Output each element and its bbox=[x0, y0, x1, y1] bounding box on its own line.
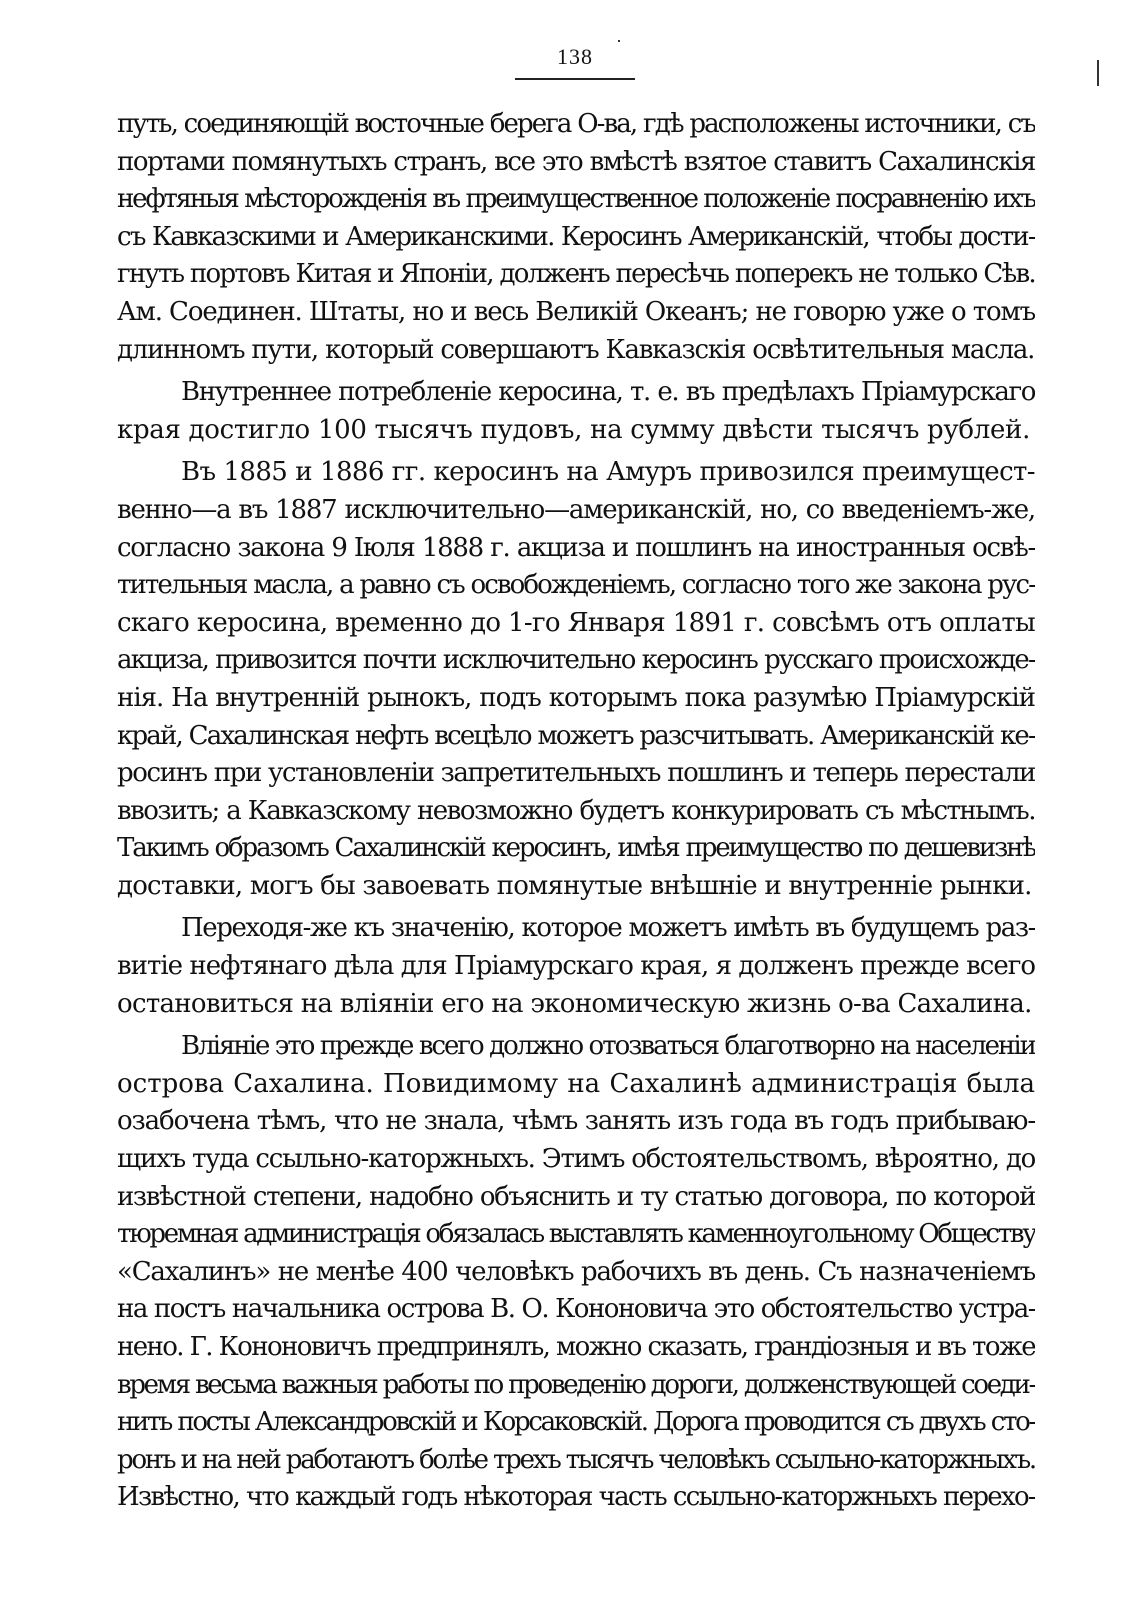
text-line: извѣстной степени, надобно объяснить и ту статью договора, по которой bbox=[117, 1181, 1035, 1212]
paragraph-4 bbox=[117, 910, 1035, 1023]
text-line: венно—а въ 1887 исключительно—американскій, но, со введеніемъ-же, bbox=[117, 494, 1035, 525]
text-line: витіе нефтянаго дѣла для Пріамурскаго края, я долженъ прежде всего bbox=[117, 951, 1035, 982]
text-line: край, Сахалинская нефть всецѣло можетъ разсчитывать. Американскій ке- bbox=[117, 720, 1035, 751]
scan-speck bbox=[1097, 60, 1099, 86]
text-line: скаго керосина, временно до 1-го Января 1891 г. совсѣмъ отъ оплаты bbox=[117, 607, 1035, 638]
text-line: Переходя-же къ значенію, которое можетъ имѣть въ будущемъ раз- bbox=[181, 913, 1035, 944]
text-line: «Сахалинъ» не менѣе 400 человѣкъ рабочихъ въ день. Съ назначеніемъ bbox=[117, 1256, 1035, 1287]
text-line: на постъ начальника острова В. О. Кононовича это обстоятельство устра- bbox=[117, 1294, 1035, 1325]
body-text bbox=[117, 106, 1035, 1517]
text-line: путь, соединяющій восточные берега О-ва, гдѣ расположены источники, съ bbox=[117, 109, 1035, 139]
paragraph-5 bbox=[117, 1028, 1035, 1517]
text-line: доставки, могъ бы завоевать помянутые внѣшніе и внутренніе рынки. bbox=[117, 870, 1032, 901]
text-line: акциза, привозится почти исключительно керосинъ русскаго происхожде- bbox=[117, 645, 1035, 676]
paragraph-3 bbox=[117, 454, 1035, 905]
text-line: ронъ и на ней работаютъ болѣе трехъ тысячъ человѣкъ ссыльно-каторжныхъ. bbox=[117, 1444, 1035, 1475]
text-line: Извѣстно, что каждый годъ нѣкоторая часть ссыльно-каторжныхъ перехо- bbox=[117, 1482, 1035, 1513]
text-line: Ам. Соединен. Штаты, но и весь Великій Океанъ; не говорю уже о томъ bbox=[117, 296, 1035, 327]
text-line: остановиться на вліяніи его на экономическую жизнь о-ва Сахалина. bbox=[117, 988, 1032, 1019]
text-line: тительныя масла, а равно съ освобожденіемъ, согласно того же закона рус- bbox=[117, 570, 1035, 601]
text-line: Вліяніе это прежде всего должно отозваться благотворно на населеніи bbox=[181, 1031, 1035, 1062]
text-line: нія. На внутренній рынокъ, подъ которымъ пока разумѣю Пріамурскій bbox=[117, 682, 1035, 713]
text-line: согласно закона 9 Іюля 1888 г. акциза и пошлинъ на иностранныя освѣ- bbox=[117, 532, 1035, 563]
scan-speck bbox=[618, 40, 620, 42]
text-line: росинъ при установленіи запретительныхъ пошлинъ и теперь перестали bbox=[117, 758, 1035, 789]
page-number-underline bbox=[515, 78, 635, 80]
text-line: острова Сахалина. Повидимому на Сахалинѣ администрація была bbox=[117, 1068, 1035, 1099]
text-line: время весьма важныя работы по проведенію дороги, долженствующей соеди- bbox=[117, 1369, 1035, 1400]
text-line: ввозить; а Кавказскому невозможно будетъ конкурировать съ мѣстнымъ. bbox=[117, 795, 1035, 826]
paragraph-1 bbox=[117, 106, 1035, 369]
text-line: нено. Г. Кононовичъ предпринялъ, можно сказать, грандіозныя и въ тоже bbox=[117, 1332, 1035, 1362]
text-line: Такимъ образомъ Сахалинскій керосинъ, имѣя преимущество по дешевизнѣ bbox=[117, 833, 1035, 864]
text-line: съ Кавказскими и Американскими. Керосинъ Американскій, чтобы дости- bbox=[117, 221, 1035, 252]
text-line: Внутреннее потребленіе керосина, т. е. въ предѣлахъ Пріамурскаго bbox=[181, 377, 1035, 408]
text-line: Въ 1885 и 1886 гг. керосинъ на Амуръ привозился преимущест- bbox=[181, 457, 1035, 488]
text-line: нить посты Александровскій и Корсаковскій. Дорога проводится съ двухъ сто- bbox=[117, 1407, 1035, 1438]
text-line: озабочена тѣмъ, что не знала, чѣмъ занять изъ года въ годъ прибываю- bbox=[117, 1106, 1035, 1137]
text-line: края достигло 100 тысячъ пудовъ, на сумму двѣсти тысячъ рублей. bbox=[117, 414, 1031, 445]
text-line: тюремная администрація обязалась выставлять каменноугольному Обществу bbox=[117, 1219, 1035, 1250]
text-line: длинномъ пути, который совершаютъ Кавказскія освѣтительныя масла. bbox=[117, 334, 1035, 365]
page-number: 138 bbox=[557, 44, 593, 69]
text-line: щихъ туда ссыльно-каторжныхъ. Этимъ обстоятельствомъ, вѣроятно, до bbox=[117, 1144, 1035, 1175]
paragraph-2 bbox=[117, 374, 1035, 449]
text-line: нефтяныя мѣсторожденія въ преимущественное положеніе посравненію ихъ bbox=[117, 184, 1035, 215]
text-line: гнуть портовъ Китая и Японіи, долженъ пересѣчь поперекъ не только Сѣв. bbox=[117, 259, 1035, 290]
text-line: портами помянутыхъ странъ, все это вмѣстѣ взятое ставитъ Сахалинскія bbox=[117, 146, 1035, 177]
